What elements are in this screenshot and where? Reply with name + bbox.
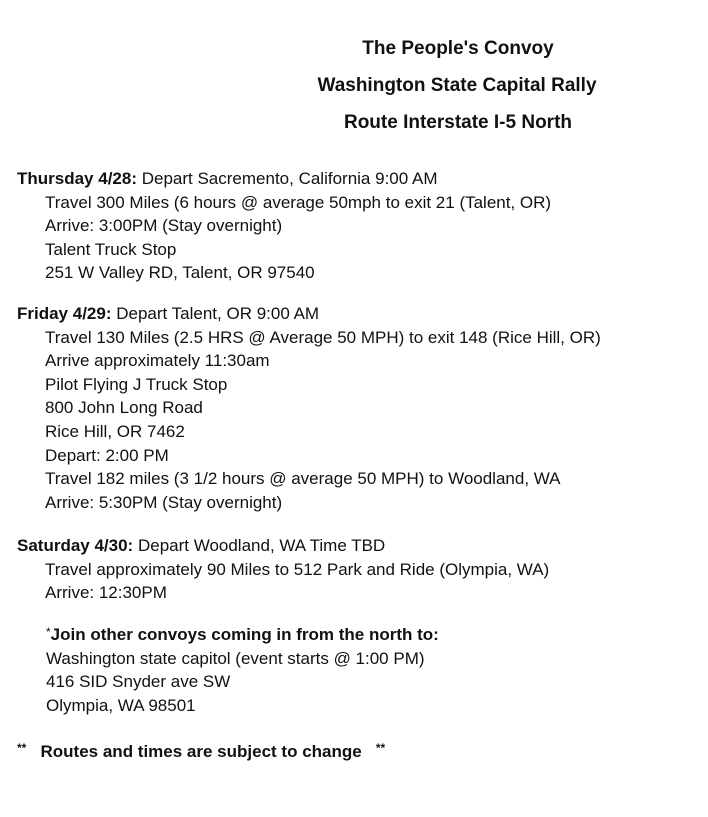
itinerary-line: Rice Hill, OR 7462	[45, 421, 185, 441]
day-summary: Depart Talent, OR 9:00 AM	[111, 304, 320, 323]
day-summary: Depart Woodland, WA Time TBD	[133, 536, 386, 555]
day-heading	[17, 167, 551, 191]
itinerary-line: Pilot Flying J Truck Stop	[45, 374, 228, 394]
destination-line: 416 SID Snyder ave SW	[46, 672, 231, 692]
day-section-saturday	[17, 534, 549, 605]
join-convoys-section	[46, 621, 439, 717]
day-heading	[17, 302, 601, 326]
join-asterisk: *	[46, 625, 51, 639]
day-label: Thursday 4/28:	[17, 169, 137, 188]
day-label: Friday 4/29:	[17, 304, 112, 323]
itinerary-line: Talent Truck Stop	[45, 239, 177, 259]
itinerary-line: 251 W Valley RD, Talent, OR 97540	[45, 263, 315, 283]
itinerary-line: Arrive approximately 11:30am	[45, 351, 270, 371]
itinerary-line: Arrive: 12:30PM	[45, 583, 167, 603]
itinerary-line: Depart: 2:00 PM	[45, 445, 169, 465]
destination-line: Olympia, WA 98501	[46, 695, 196, 715]
footnote-stars-left: **	[17, 741, 27, 755]
itinerary-line: Travel 130 Miles (2.5 HRS @ Average 50 MPH) to exit 148 (Rice Hill, OR)	[45, 327, 601, 347]
join-heading	[46, 621, 439, 647]
title-line-2: Washington State Capital Rally	[317, 75, 597, 96]
day-label: Saturday 4/30:	[17, 536, 134, 555]
footnote-text: Routes and times are subject to change	[40, 742, 362, 761]
itinerary-line: Travel approximately 90 Miles to 512 Park and Ride (Olympia, WA)	[45, 559, 550, 579]
day-summary: Depart Sacremento, California 9:00 AM	[137, 169, 438, 188]
itinerary-line: 800 John Long Road	[45, 398, 203, 418]
title-line-1: The People's Convoy	[362, 38, 554, 59]
footnote	[17, 741, 385, 762]
day-section-friday	[17, 302, 601, 514]
title-line-3: Route Interstate I-5 North	[343, 112, 573, 133]
destination-line: Washington state capitol (event starts @ 1:00 PM)	[46, 648, 425, 668]
footnote-stars-right: **	[375, 741, 386, 755]
itinerary-line: Arrive: 5:30PM (Stay overnight)	[45, 492, 283, 512]
itinerary-line: Arrive: 3:00PM (Stay overnight)	[45, 216, 283, 236]
itinerary-line: Travel 182 miles (3 1/2 hours @ average 50 MPH) to Woodland, WA	[45, 469, 561, 489]
day-heading	[17, 534, 549, 558]
join-heading-text: Join other convoys coming in from the north to:	[50, 625, 439, 644]
day-section-thursday	[17, 167, 551, 285]
itinerary-line: Travel 300 Miles (6 hours @ average 50mph to exit 21 (Talent, OR)	[45, 192, 552, 212]
